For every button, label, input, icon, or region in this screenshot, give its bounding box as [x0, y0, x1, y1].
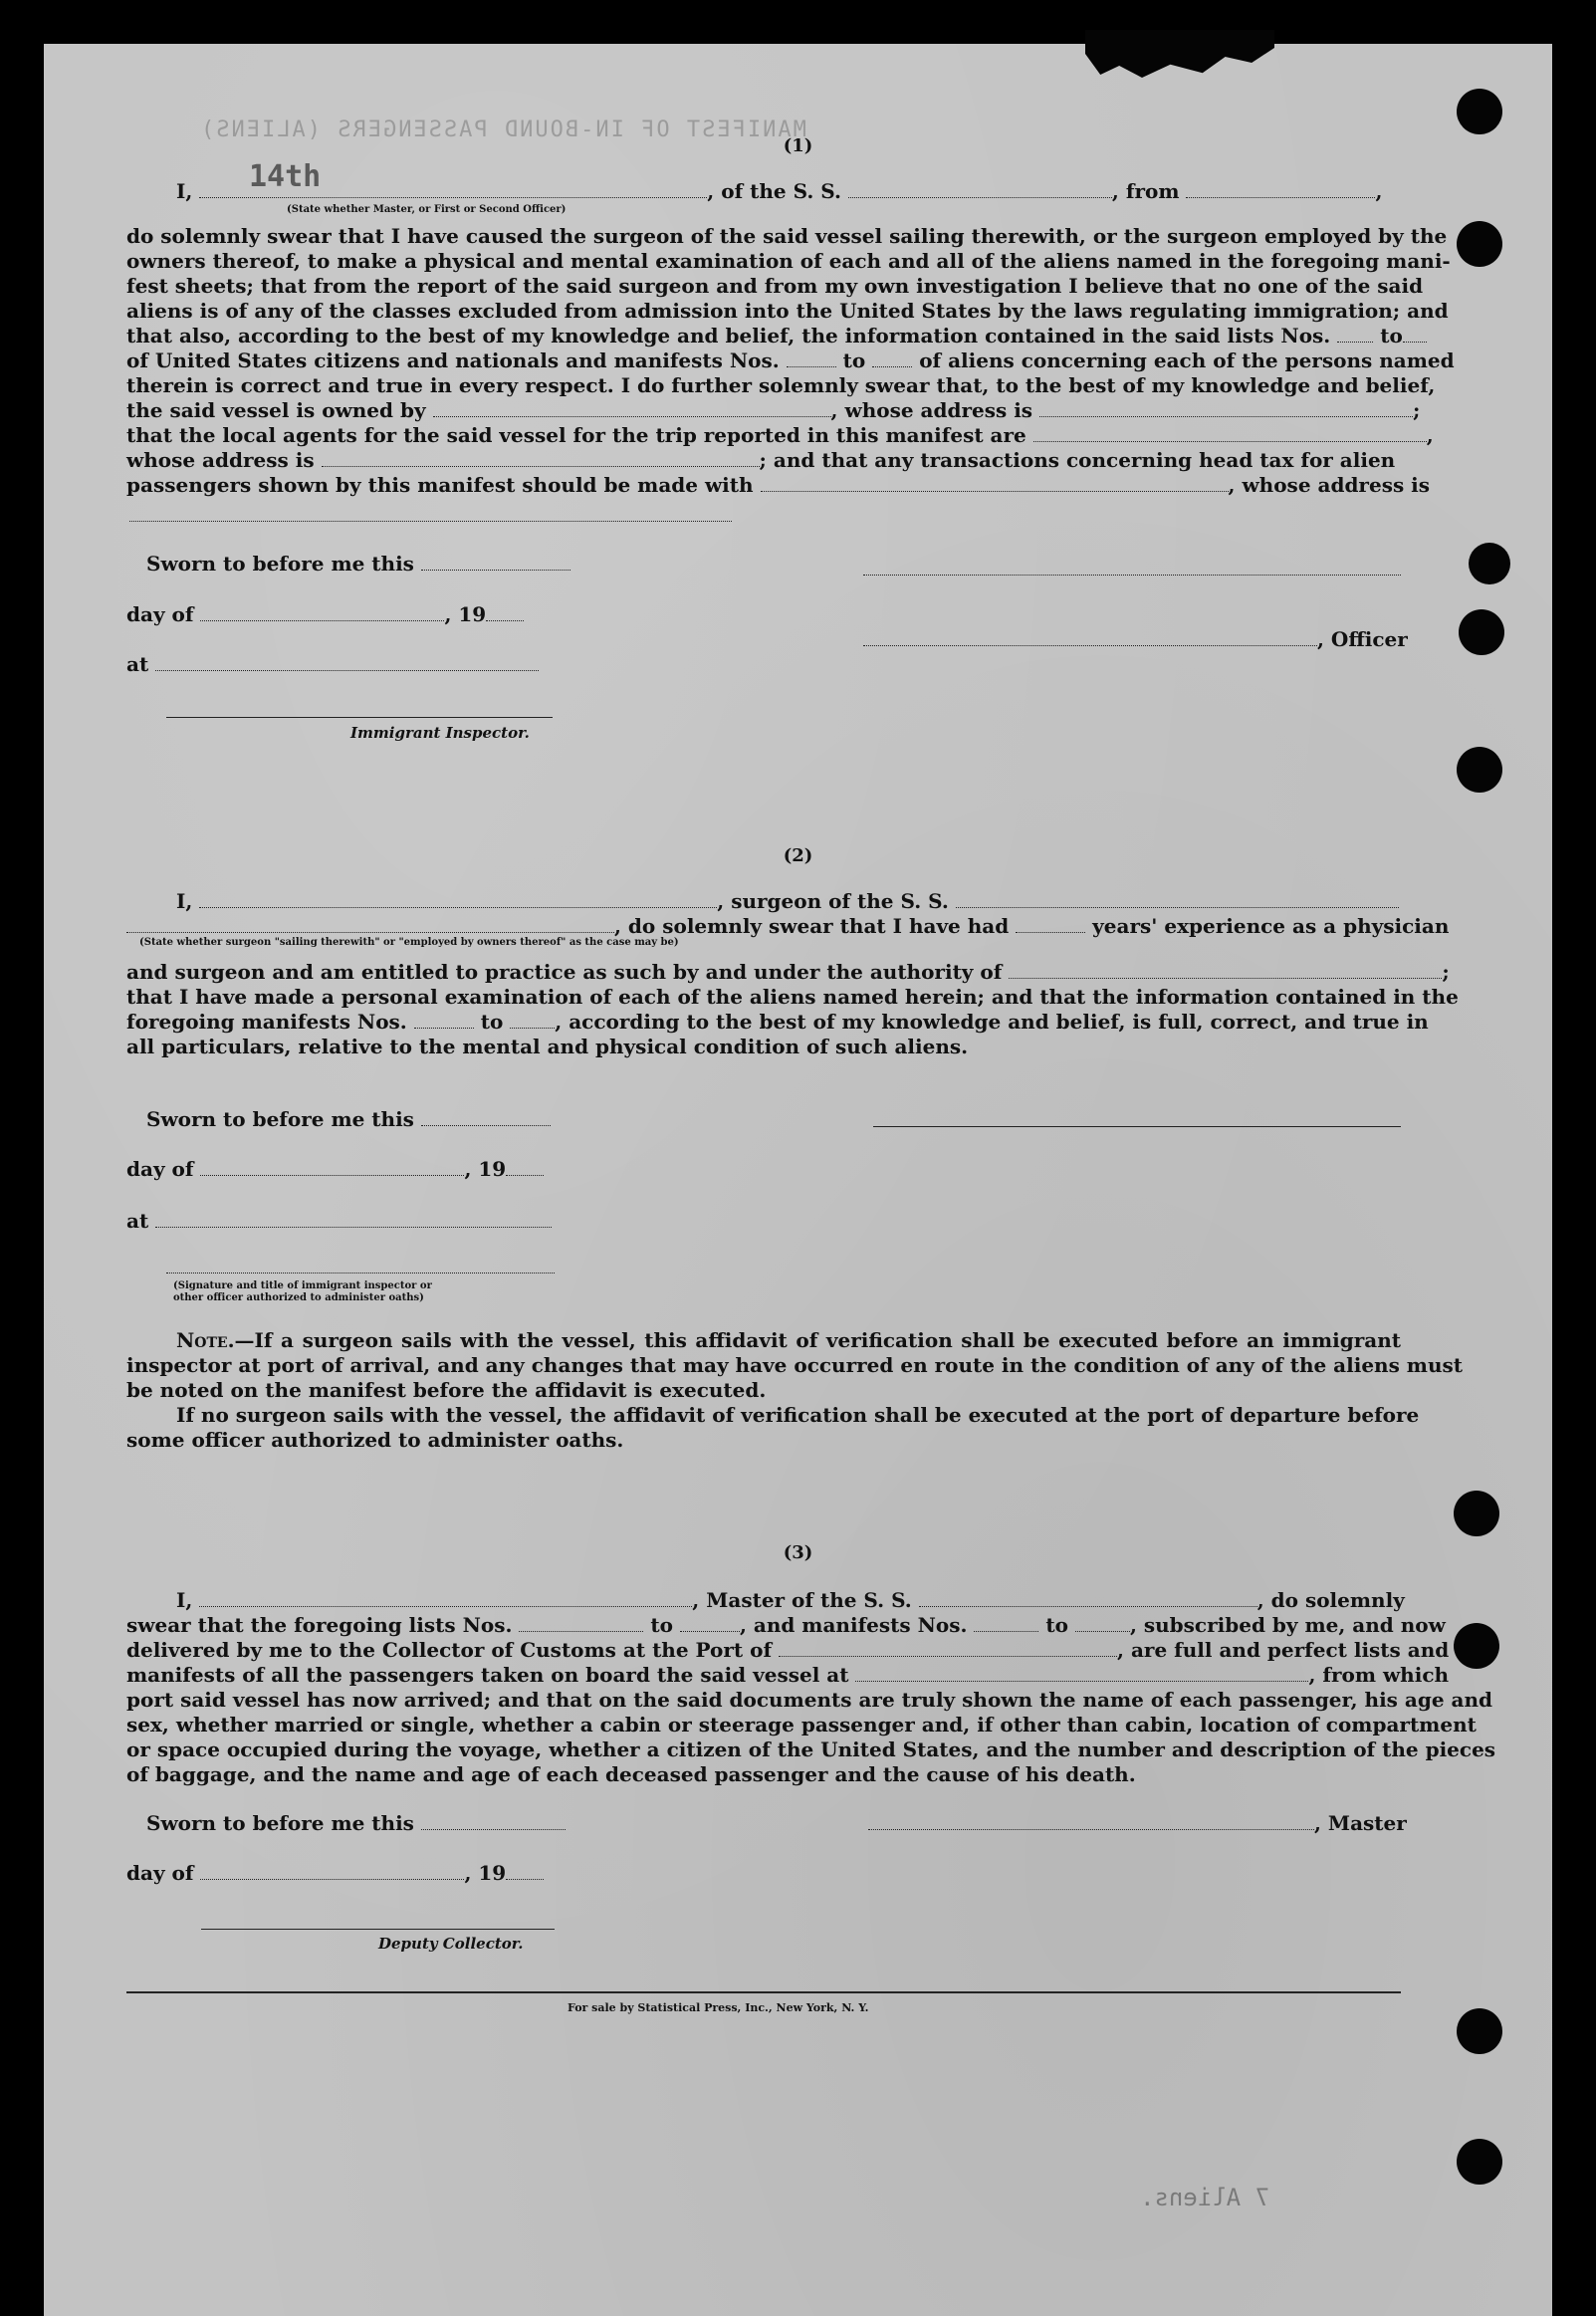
- s1-address-rule: [129, 521, 732, 522]
- agents-address-field[interactable]: [322, 448, 760, 467]
- s2-manifest-from-field[interactable]: [414, 1010, 474, 1029]
- section-3-number: (3): [783, 1542, 813, 1563]
- s3-line-7: or space occupied during the voyage, whether a citizen of the United States, and the number and description of the pieces: [126, 1737, 1496, 1761]
- punch-hole: [1469, 543, 1510, 584]
- faint-bottom-note: 7 Aliens.: [1140, 2184, 1270, 2211]
- s2-sig-note-1: (Signature and title of immigrant inspector or: [173, 1280, 432, 1291]
- s2-sworn: Sworn to before me this: [146, 1107, 551, 1131]
- owner-field[interactable]: [433, 398, 831, 417]
- s2-line-5: foregoing manifests Nos. to , according to the best of my knowledge and belief, is full, correct, and true in: [126, 1010, 1429, 1034]
- s3-lists-to-field[interactable]: [680, 1613, 740, 1632]
- s3-year-field[interactable]: [506, 1861, 544, 1880]
- s3-day-field[interactable]: [200, 1861, 464, 1880]
- s2-year-field[interactable]: [506, 1157, 544, 1176]
- s2-at: at: [126, 1209, 552, 1233]
- s3-master-signature-field[interactable]: [868, 1811, 1314, 1830]
- section-1-number: (1): [783, 135, 813, 156]
- s1-line-13: whose address is ; and that any transactions concerning head tax for alien: [126, 448, 1396, 472]
- s2-vessel-field[interactable]: [956, 889, 1399, 908]
- boarding-port-field[interactable]: [855, 1663, 1308, 1682]
- s3-manifests-to-field[interactable]: [1075, 1613, 1130, 1632]
- s3-sworn: Sworn to before me this: [146, 1811, 566, 1835]
- lists-from-field[interactable]: [1337, 324, 1373, 343]
- s2-sworn-date-field[interactable]: [421, 1107, 551, 1126]
- s1-line-8: that also, according to the best of my knowledge and belief, the information contained in the said lists Nos. to: [126, 324, 1401, 347]
- local-agents-field[interactable]: [1033, 423, 1427, 442]
- s1-line-9: of United States citizens and nationals and manifests Nos. to of aliens concerning each of the persons named: [126, 348, 1455, 372]
- s2-status-field[interactable]: [126, 914, 614, 933]
- lists-to-field[interactable]: [1403, 324, 1427, 343]
- vessel-name-field[interactable]: [848, 179, 1112, 198]
- section-2-number: (2): [783, 845, 813, 866]
- s3-line-5: port said vessel has now arrived; and that on the said documents are truly shown the name of each passenger, his age and: [126, 1688, 1493, 1712]
- s1-dayof: day of , 19: [126, 602, 524, 626]
- s3-line-2: swear that the foregoing lists Nos. to , and manifests Nos. to , subscribed by me, and now: [126, 1613, 1446, 1637]
- s3-master: , Master: [868, 1811, 1407, 1835]
- s1-inspector-line[interactable]: [166, 717, 553, 718]
- s3-line-4: manifests of all the passengers taken on board the said vessel at , from which: [126, 1663, 1450, 1687]
- s1-year-field[interactable]: [486, 602, 524, 621]
- s1-inspector-label: Immigrant Inspector.: [350, 724, 530, 742]
- s2-line-6: all particulars, relative to the mental and physical condition of such aliens.: [126, 1035, 969, 1058]
- s1-line-12: that the local agents for the said vessel for the trip reported in this manifest are ,: [126, 423, 1434, 447]
- s1-line-4: owners thereof, to make a physical and mental examination of each and all of the aliens named in the foregoing mani-: [126, 249, 1451, 273]
- s1-officer-field[interactable]: [863, 627, 1317, 646]
- s2-note: (State whether surgeon "sailing therewith" or "employed by owners thereof" as the case may be): [139, 937, 679, 948]
- manifests-to-field[interactable]: [872, 348, 912, 367]
- s2-manifest-to-field[interactable]: [510, 1010, 555, 1029]
- footer-rule: [126, 1991, 1401, 1993]
- s1-at: at: [126, 652, 539, 676]
- s1-sworn: Sworn to before me this: [146, 552, 570, 576]
- s3-manifests-from-field[interactable]: [974, 1613, 1038, 1632]
- manifests-from-field[interactable]: [787, 348, 836, 367]
- punch-hole: [1457, 2008, 1502, 2054]
- s3-collector-line[interactable]: [201, 1929, 555, 1930]
- s2-line-1: I, , surgeon of the S. S.: [176, 889, 1401, 913]
- s1-line-14: passengers shown by this manifest should be made with , whose address is: [126, 473, 1431, 497]
- s2-inspector-line[interactable]: [166, 1273, 555, 1274]
- faint-date-stamp: 14th: [249, 159, 322, 194]
- port-of-arrival-field[interactable]: [779, 1638, 1117, 1657]
- s1-line-6: aliens is of any of the classes excluded from admission into the United States by the laws regulating immigration; and: [126, 299, 1449, 323]
- owner-address-field[interactable]: [1039, 398, 1413, 417]
- note-line-1: Note.—If a surgeon sails with the vessel, this affidavit of verification shall be executed before an immigrant: [176, 1328, 1401, 1352]
- s1-line-5: fest sheets; that from the report of the said surgeon and from my own investigation I believe that no one of the said: [126, 274, 1424, 298]
- s2-day-field[interactable]: [200, 1157, 464, 1176]
- s2-sig-note-2: other officer authorized to administer oaths): [173, 1292, 424, 1303]
- s2-line-3: and surgeon and am entitled to practice as such by and under the authority of ;: [126, 960, 1450, 984]
- s3-deputy-label: Deputy Collector.: [378, 1935, 524, 1953]
- s1-at-field[interactable]: [155, 652, 539, 671]
- s1-signature-line[interactable]: [863, 575, 1401, 576]
- s2-dayof: day of , 19: [126, 1157, 544, 1181]
- s1-sworn-date-field[interactable]: [421, 552, 570, 571]
- faint-manifest-header: MANIFEST OF IN-BOUND PASSENGERS (ALIENS): [199, 117, 806, 142]
- from-port-field[interactable]: [1186, 179, 1375, 198]
- s3-vessel-field[interactable]: [919, 1588, 1257, 1607]
- s1-line-11: the said vessel is owned by , whose address is ;: [126, 398, 1421, 422]
- s2-at-field[interactable]: [155, 1209, 552, 1228]
- s1-line-10: therein is correct and true in every respect. I do further solemnly swear that, to the best of my knowledge and belief,: [126, 373, 1436, 397]
- master-name-field[interactable]: [199, 179, 707, 198]
- head-tax-party-field[interactable]: [761, 473, 1229, 492]
- s2-line-4: that I have made a personal examination of each of the aliens named herein; and that the information contained in the: [126, 985, 1459, 1009]
- punch-hole: [1454, 1623, 1499, 1669]
- s3-lists-from-field[interactable]: [519, 1613, 643, 1632]
- authority-field[interactable]: [1009, 960, 1442, 979]
- s1-officer: , Officer: [863, 627, 1408, 651]
- s1-line-3: do solemnly swear that I have caused the surgeon of the said vessel sailing therewith, or the surgeon employed by the: [126, 224, 1448, 248]
- s3-line-3: delivered by me to the Collector of Customs at the Port of , are full and perfect lists and: [126, 1638, 1450, 1662]
- punch-hole: [1457, 221, 1502, 267]
- s3-sworn-date-field[interactable]: [421, 1811, 566, 1830]
- footer-printer: For sale by Statistical Press, Inc., New York, N. Y.: [568, 2001, 869, 2014]
- s1-line-1: I, , of the S. S. , from ,: [176, 179, 1383, 203]
- s3-line-6: sex, whether married or single, whether a cabin or steerage passenger and, if other than cabin, location of compartment: [126, 1713, 1477, 1737]
- note-line-2: inspector at port of arrival, and any changes that may have occurred en route in the condition of any of the aliens must: [126, 1353, 1464, 1377]
- s3-master-name-field[interactable]: [199, 1588, 692, 1607]
- note-line-4: If no surgeon sails with the vessel, the affidavit of verification shall be executed at the port of departure before: [176, 1403, 1420, 1427]
- punch-hole: [1457, 2139, 1502, 2185]
- s2-line-2: , do solemnly swear that I have had years' experience as a physician: [126, 914, 1401, 938]
- s1-day-field[interactable]: [200, 602, 444, 621]
- punch-hole: [1459, 609, 1504, 655]
- punch-hole: [1457, 747, 1502, 793]
- note-label: Note.: [176, 1328, 235, 1352]
- s1-note: (State whether Master, or First or Second Officer): [287, 204, 567, 215]
- punch-hole: [1457, 89, 1502, 134]
- note-line-3: be noted on the manifest before the affidavit is executed.: [126, 1378, 767, 1402]
- s3-line-1: I, , Master of the S. S. , do solemnly: [176, 1588, 1405, 1612]
- s3-dayof: day of , 19: [126, 1861, 544, 1885]
- note-line-5: some officer authorized to administer oaths.: [126, 1428, 624, 1452]
- years-experience-field[interactable]: [1016, 914, 1085, 933]
- s2-signature-line[interactable]: [873, 1126, 1401, 1127]
- surgeon-name-field[interactable]: [199, 889, 717, 908]
- punch-hole: [1454, 1491, 1499, 1536]
- s3-line-8: of baggage, and the name and age of each deceased passenger and the cause of his death.: [126, 1762, 1136, 1786]
